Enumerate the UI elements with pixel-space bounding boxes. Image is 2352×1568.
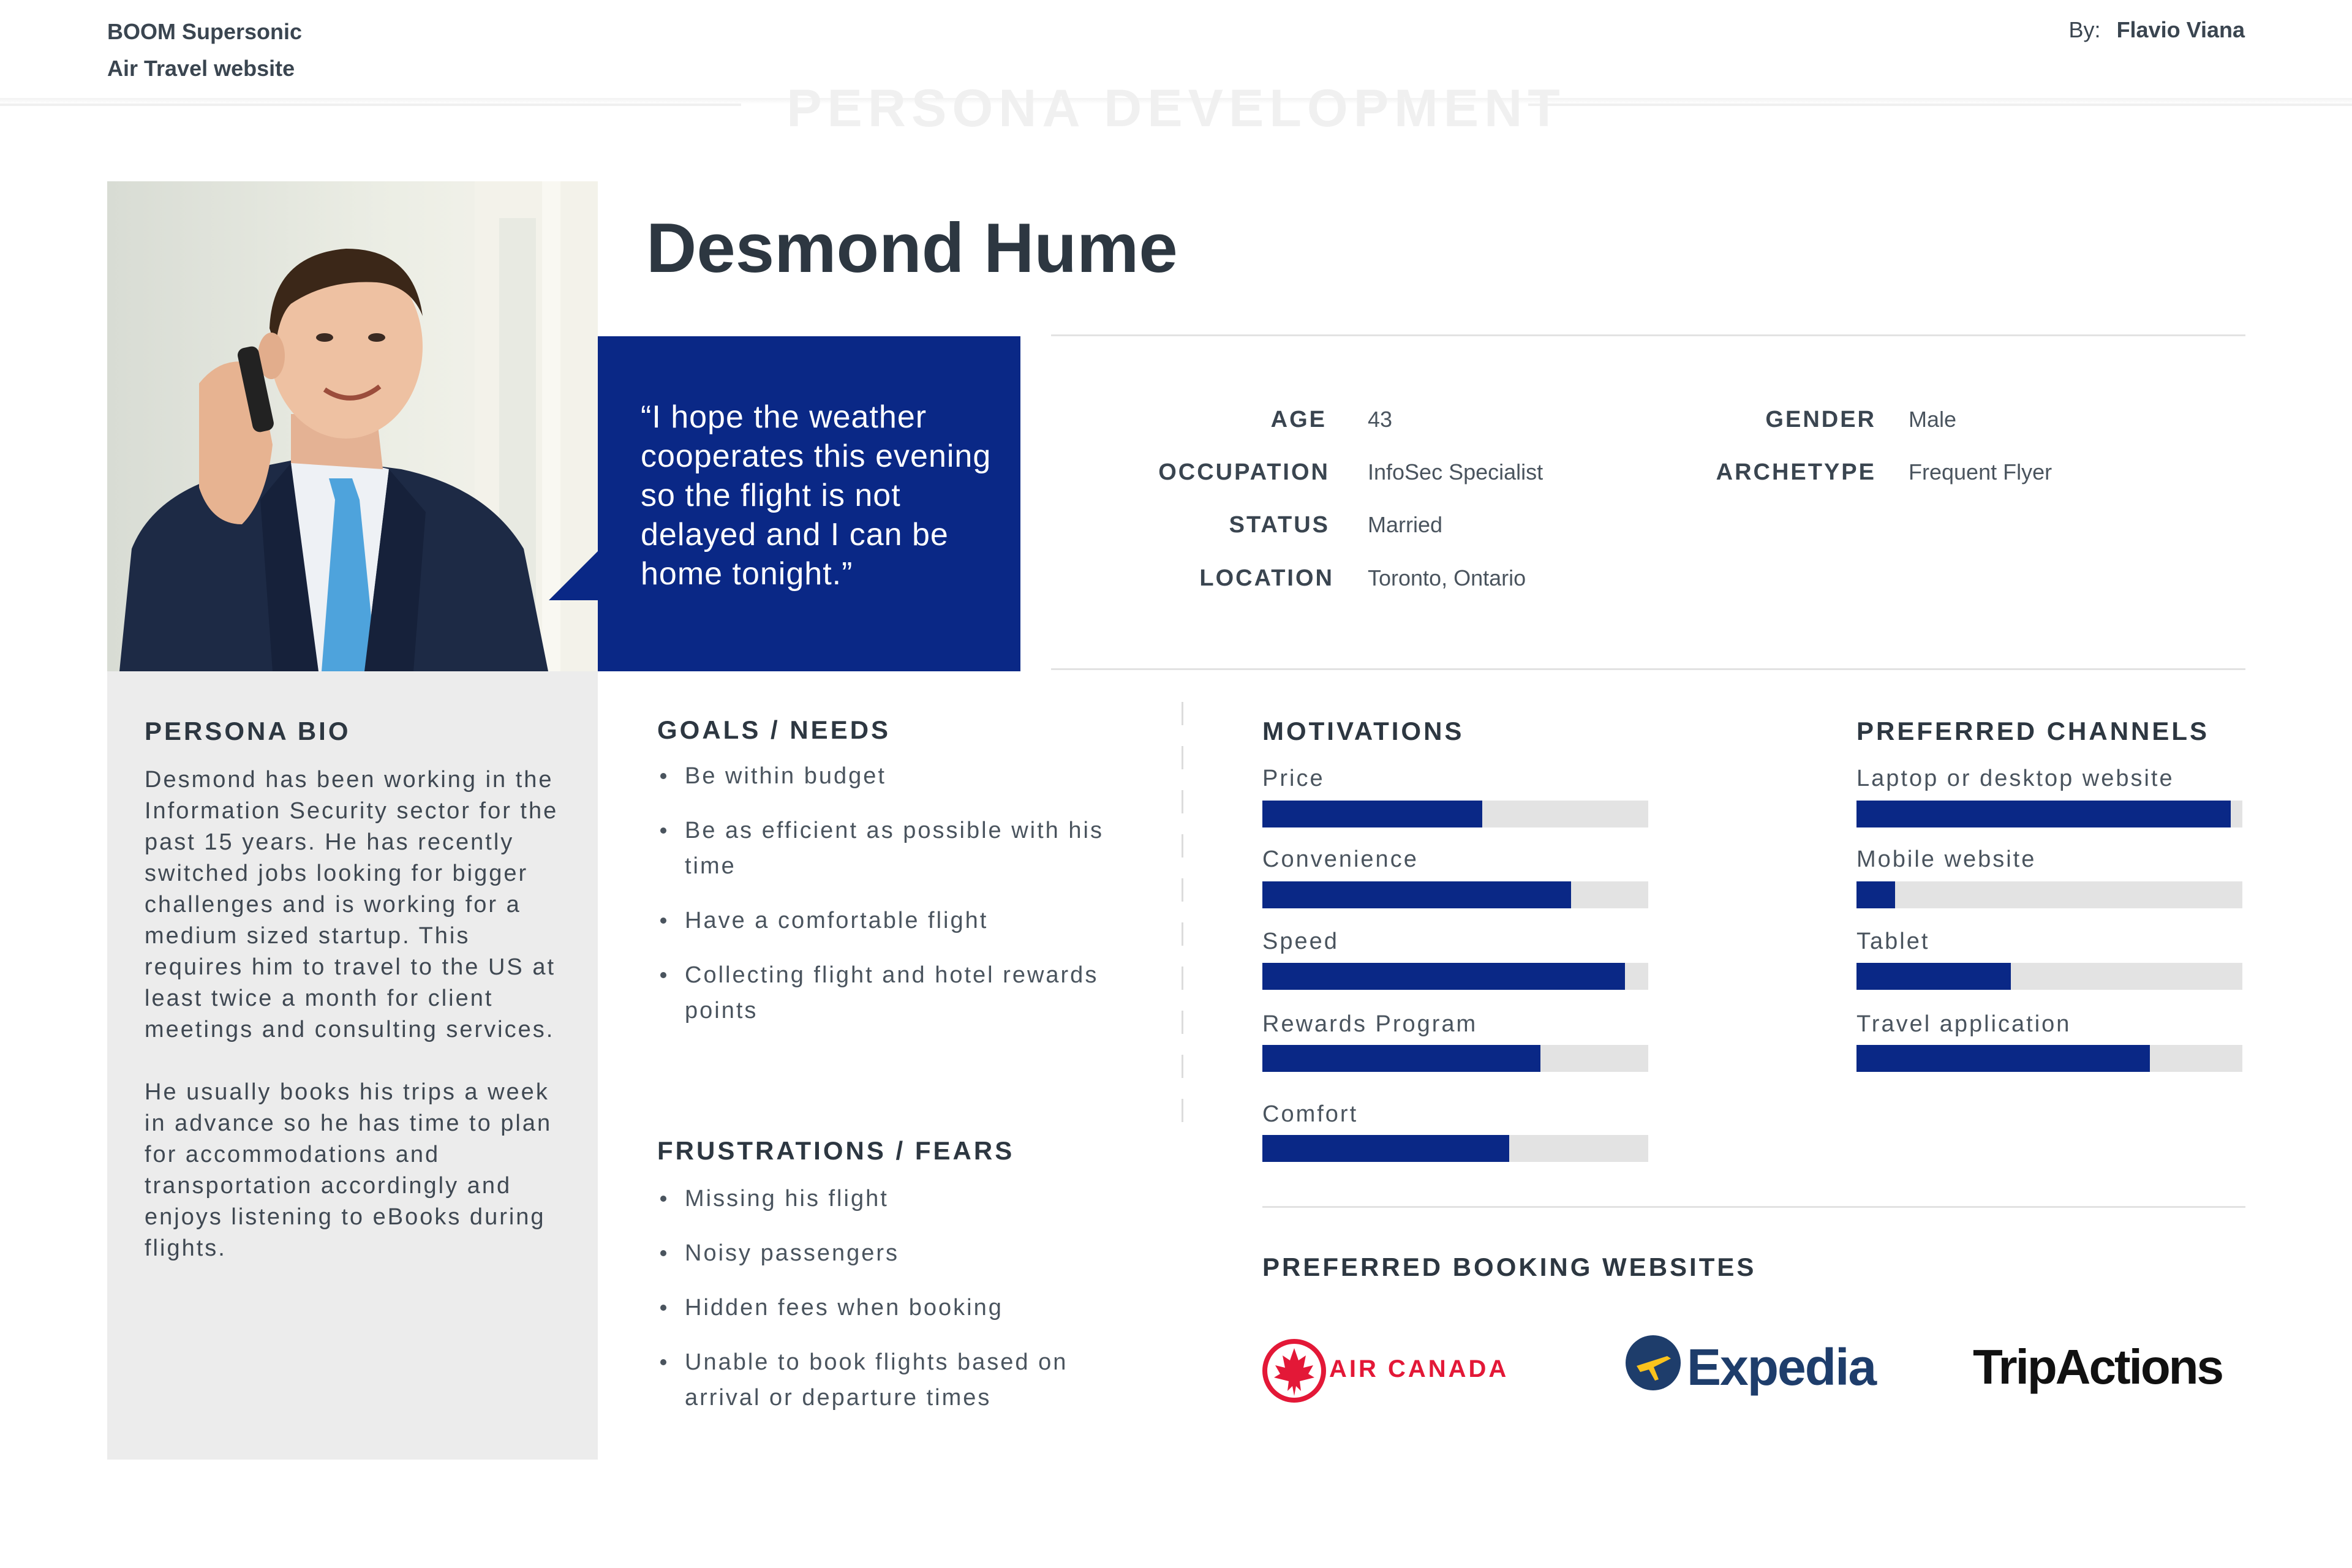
channel-bar-fill	[1856, 1045, 2150, 1072]
booking-heading: PREFERRED BOOKING WEBSITES	[1262, 1253, 1757, 1281]
age-value: 43	[1368, 407, 1393, 432]
motivation-bar-fill	[1262, 1135, 1509, 1162]
channel-bar	[1856, 801, 2242, 827]
persona-bio-heading: PERSONA BIO	[145, 717, 351, 745]
bullet-icon	[660, 773, 666, 779]
list-item: Unable to book flights based on arrival or departure times	[657, 1344, 1086, 1415]
bullet-icon	[660, 827, 666, 834]
list-item: Collecting flight and hotel rewards points	[657, 957, 1123, 1028]
bullet-icon	[660, 1359, 666, 1365]
persona-quote-box	[598, 336, 1020, 671]
location-value: Toronto, Ontario	[1368, 565, 1526, 590]
channel-bar-fill	[1856, 963, 2011, 990]
air-canada-wordmark: AIR CANADA	[1329, 1355, 1509, 1382]
channels-heading: PREFERRED CHANNELS	[1856, 717, 2210, 745]
channel-label: Laptop or desktop website	[1856, 766, 2174, 791]
persona-name: Desmond Hume	[646, 209, 1178, 287]
demographics-divider	[1051, 668, 2245, 670]
goals-heading: GOALS / NEEDS	[657, 715, 891, 744]
channel-bar	[1856, 881, 2242, 908]
status-value: Married	[1368, 512, 1443, 537]
channel-bar	[1856, 1045, 2242, 1072]
occupation-value: InfoSec Specialist	[1368, 459, 1544, 484]
page-banner: PERSONA DEVELOPMENT	[786, 79, 1566, 138]
gender-label: GENDER	[1765, 407, 1876, 432]
frustrations-heading: FRUSTRATIONS / FEARS	[657, 1136, 1015, 1165]
persona-bio-text	[145, 764, 573, 1295]
bio-paragraph: He usually books his trips a week in advance so he has time to plan for accommodations and transportation accordingly and enjoys listening to eBooks during flights.	[145, 1079, 552, 1261]
list-item: Have a comfortable flight	[657, 903, 1123, 938]
author-credit	[2069, 17, 2245, 43]
channel-bar-fill	[1856, 801, 2231, 827]
archetype-label: ARCHETYPE	[1716, 459, 1876, 485]
author-name: Flavio Viana	[2116, 17, 2245, 42]
motivation-bar	[1262, 1045, 1648, 1072]
project-title-line1: BOOM Supersonic	[107, 19, 303, 44]
tripactions-wordmark: TripActions	[1973, 1340, 2223, 1394]
persona-quote: “I hope the weather cooperates this evening so the flight is not delayed and I can be home tonight.”	[641, 399, 992, 592]
bullet-icon	[660, 918, 666, 924]
tripactions-logo	[1973, 1339, 2222, 1395]
motivation-bar-fill	[1262, 801, 1482, 827]
motivation-bar-fill	[1262, 963, 1625, 990]
motivation-label: Comfort	[1262, 1101, 1359, 1127]
project-title-line2: Air Travel website	[107, 56, 295, 81]
motivation-label: Speed	[1262, 929, 1339, 954]
motivation-bar	[1262, 881, 1648, 908]
persona-photo	[107, 181, 598, 671]
frustrations-list	[657, 1181, 1086, 1415]
motivation-bar	[1262, 801, 1648, 827]
gender-value: Male	[1909, 407, 1957, 432]
name-divider	[1051, 334, 2245, 336]
archetype-value: Frequent Flyer	[1909, 459, 2052, 484]
expedia-wordmark: Expedia	[1687, 1338, 1876, 1396]
quote-pointer	[549, 551, 598, 600]
age-label: AGE	[1270, 407, 1327, 432]
motivation-bar-fill	[1262, 881, 1571, 908]
motivation-label: Price	[1262, 766, 1325, 791]
list-item: Be within budget	[657, 758, 1123, 794]
motivations-heading: MOTIVATIONS	[1262, 717, 1464, 745]
list-item: Missing his flight	[657, 1181, 1086, 1216]
bullet-icon	[660, 1250, 666, 1256]
booking-divider	[1262, 1206, 2245, 1208]
channel-label: Travel application	[1856, 1011, 2071, 1037]
bullet-icon	[660, 1305, 666, 1311]
list-item: Noisy passengers	[657, 1235, 1086, 1271]
channel-bar	[1856, 963, 2242, 990]
project-title	[107, 13, 302, 87]
goals-list	[657, 758, 1123, 1028]
column-divider	[1182, 702, 1183, 1125]
bullet-icon	[660, 972, 666, 978]
occupation-label: OCCUPATION	[1158, 459, 1330, 485]
maple-leaf-roundel-icon	[1261, 1337, 1328, 1404]
list-item: Hidden fees when booking	[657, 1290, 1086, 1325]
motivation-label: Convenience	[1262, 846, 1419, 872]
channel-label: Tablet	[1856, 929, 1930, 954]
globe-plane-icon	[1624, 1334, 1682, 1392]
status-label: STATUS	[1229, 512, 1330, 538]
location-label: LOCATION	[1199, 565, 1334, 591]
list-item: Be as efficient as possible with his time	[657, 813, 1123, 884]
by-label: By:	[2068, 17, 2101, 42]
motivation-bar	[1262, 963, 1648, 990]
motivation-label: Rewards Program	[1262, 1011, 1478, 1037]
businessman-photo-illustration	[107, 181, 598, 671]
bullet-icon	[660, 1196, 666, 1202]
motivation-bar-fill	[1262, 1045, 1540, 1072]
bio-paragraph: Desmond has been working in the Information Security sector for the past 15 years. He has recently switched jobs looking for bigger challenges and is working for a medium sized startup. This requires him to travel to the US at least twice a month for client meetings and consulting services.	[145, 767, 559, 1042]
channel-label: Mobile website	[1856, 846, 2037, 872]
channel-bar-fill	[1856, 881, 1895, 908]
motivation-bar	[1262, 1135, 1648, 1162]
